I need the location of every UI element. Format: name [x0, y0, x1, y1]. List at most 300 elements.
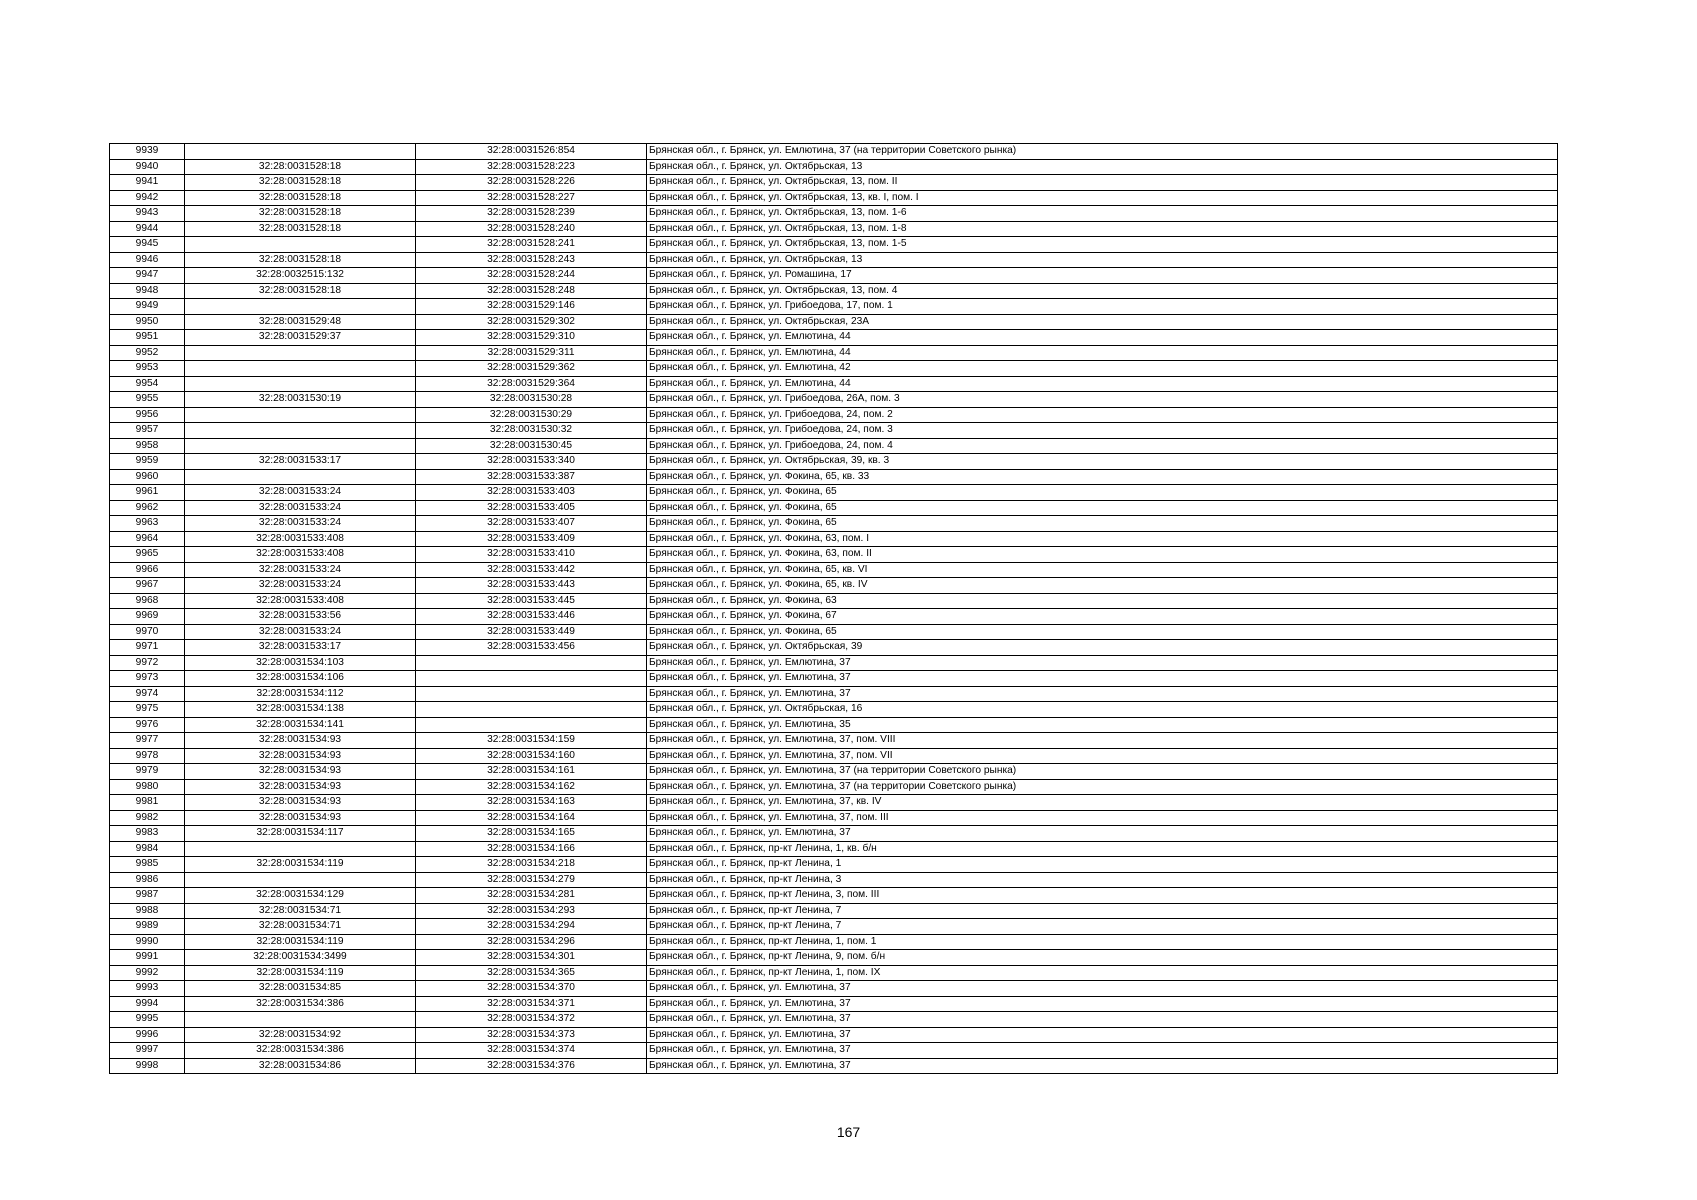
row-number-cell: 9958 [110, 438, 185, 454]
parent-cadastral-number-cell [185, 438, 416, 454]
row-number-cell: 9952 [110, 345, 185, 361]
cadastral-number-cell: 32:28:0031530:28 [416, 392, 647, 408]
row-number-cell: 9944 [110, 221, 185, 237]
address-cell: Брянская обл., г. Брянск, ул. Фокина, 63, пом. II [647, 547, 1558, 563]
parent-cadastral-number-cell [185, 237, 416, 253]
row-number-cell: 9964 [110, 531, 185, 547]
row-number-cell: 9940 [110, 159, 185, 175]
parent-cadastral-number-cell: 32:28:0031534:119 [185, 965, 416, 981]
row-number-cell: 9981 [110, 795, 185, 811]
row-number-cell: 9993 [110, 981, 185, 997]
address-cell: Брянская обл., г. Брянск, ул. Емлютина, 37 [647, 1012, 1558, 1028]
address-cell: Брянская обл., г. Брянск, ул. Емлютина, 37 [647, 1027, 1558, 1043]
cadastral-number-cell: 32:28:0031534:296 [416, 934, 647, 950]
parent-cadastral-number-cell [185, 872, 416, 888]
address-cell: Брянская обл., г. Брянск, ул. Ромашина, 17 [647, 268, 1558, 284]
table-row [110, 1043, 1558, 1059]
parent-cadastral-number-cell: 32:28:0031533:24 [185, 562, 416, 578]
row-number-cell: 9967 [110, 578, 185, 594]
cadastral-number-cell: 32:28:0031528:240 [416, 221, 647, 237]
parent-cadastral-number-cell: 32:28:0031533:17 [185, 454, 416, 470]
cadastral-number-cell [416, 655, 647, 671]
cadastral-number-cell: 32:28:0031534:294 [416, 919, 647, 935]
table-row [110, 717, 1558, 733]
address-cell: Брянская обл., г. Брянск, ул. Грибоедова, 26А, пом. 3 [647, 392, 1558, 408]
row-number-cell: 9960 [110, 469, 185, 485]
cadastral-number-cell: 32:28:0031529:362 [416, 361, 647, 377]
cadastral-number-cell [416, 702, 647, 718]
table-row [110, 1058, 1558, 1074]
table-row [110, 872, 1558, 888]
table-row [110, 159, 1558, 175]
row-number-cell: 9995 [110, 1012, 185, 1028]
cadastral-number-cell: 32:28:0031534:161 [416, 764, 647, 780]
cadastral-number-cell: 32:28:0031534:218 [416, 857, 647, 873]
row-number-cell: 9974 [110, 686, 185, 702]
row-number-cell: 9998 [110, 1058, 185, 1074]
address-cell: Брянская обл., г. Брянск, ул. Грибоедова, 17, пом. 1 [647, 299, 1558, 315]
address-cell: Брянская обл., г. Брянск, ул. Октябрьская, 13, пом. 4 [647, 283, 1558, 299]
address-cell: Брянская обл., г. Брянск, ул. Октябрьская, 13 [647, 159, 1558, 175]
row-number-cell: 9939 [110, 144, 185, 160]
row-number-cell: 9976 [110, 717, 185, 733]
cadastral-number-cell: 32:28:0031534:163 [416, 795, 647, 811]
parent-cadastral-number-cell: 32:28:0031533:17 [185, 640, 416, 656]
parent-cadastral-number-cell: 32:28:0032515:132 [185, 268, 416, 284]
parent-cadastral-number-cell: 32:28:0031528:18 [185, 206, 416, 222]
row-number-cell: 9980 [110, 779, 185, 795]
cadastral-number-cell [416, 717, 647, 733]
parent-cadastral-number-cell: 32:28:0031534:93 [185, 779, 416, 795]
address-cell: Брянская обл., г. Брянск, ул. Грибоедова, 24, пом. 3 [647, 423, 1558, 439]
cadastral-number-cell: 32:28:0031534:279 [416, 872, 647, 888]
table-row [110, 144, 1558, 160]
address-cell: Брянская обл., г. Брянск, ул. Фокина, 65 [647, 516, 1558, 532]
parent-cadastral-number-cell: 32:28:0031534:129 [185, 888, 416, 904]
row-number-cell: 9992 [110, 965, 185, 981]
table-row [110, 593, 1558, 609]
parent-cadastral-number-cell: 32:28:0031534:71 [185, 903, 416, 919]
table-row [110, 795, 1558, 811]
row-number-cell: 9966 [110, 562, 185, 578]
address-cell: Брянская обл., г. Брянск, ул. Емлютина, 37 [647, 1043, 1558, 1059]
row-number-cell: 9949 [110, 299, 185, 315]
parent-cadastral-number-cell: 32:28:0031534:93 [185, 733, 416, 749]
address-cell: Брянская обл., г. Брянск, пр-кт Ленина, 1, кв. б/н [647, 841, 1558, 857]
parent-cadastral-number-cell: 32:28:0031533:24 [185, 624, 416, 640]
row-number-cell: 9968 [110, 593, 185, 609]
parent-cadastral-number-cell: 32:28:0031534:138 [185, 702, 416, 718]
row-number-cell: 9961 [110, 485, 185, 501]
table-row [110, 485, 1558, 501]
address-cell: Брянская обл., г. Брянск, ул. Емлютина, 42 [647, 361, 1558, 377]
row-number-cell: 9979 [110, 764, 185, 780]
address-cell: Брянская обл., г. Брянск, пр-кт Ленина, 7 [647, 903, 1558, 919]
row-number-cell: 9943 [110, 206, 185, 222]
address-cell: Брянская обл., г. Брянск, пр-кт Ленина, 1, пом. IX [647, 965, 1558, 981]
cadastral-number-cell: 32:28:0031534:370 [416, 981, 647, 997]
table-row [110, 330, 1558, 346]
table-row [110, 779, 1558, 795]
table-row [110, 500, 1558, 516]
row-number-cell: 9971 [110, 640, 185, 656]
row-number-cell: 9942 [110, 190, 185, 206]
address-cell: Брянская обл., г. Брянск, ул. Грибоедова, 24, пом. 4 [647, 438, 1558, 454]
table-row [110, 950, 1558, 966]
address-cell: Брянская обл., г. Брянск, ул. Емлютина, 37, пом. III [647, 810, 1558, 826]
parent-cadastral-number-cell: 32:28:0031533:24 [185, 516, 416, 532]
address-cell: Брянская обл., г. Брянск, ул. Октябрьская, 23А [647, 314, 1558, 330]
parent-cadastral-number-cell: 32:28:0031534:386 [185, 1043, 416, 1059]
table-row [110, 531, 1558, 547]
table-row [110, 376, 1558, 392]
row-number-cell: 9991 [110, 950, 185, 966]
address-cell: Брянская обл., г. Брянск, ул. Октябрьская, 13, пом. II [647, 175, 1558, 191]
parent-cadastral-number-cell: 32:28:0031528:18 [185, 283, 416, 299]
row-number-cell: 9965 [110, 547, 185, 563]
cadastral-number-cell: 32:28:0031530:32 [416, 423, 647, 439]
table-row [110, 934, 1558, 950]
address-cell: Брянская обл., г. Брянск, ул. Фокина, 65, кв. IV [647, 578, 1558, 594]
cadastral-number-cell: 32:28:0031529:311 [416, 345, 647, 361]
row-number-cell: 9947 [110, 268, 185, 284]
address-cell: Брянская обл., г. Брянск, ул. Емлютина, 37 [647, 671, 1558, 687]
parent-cadastral-number-cell: 32:28:0031528:18 [185, 190, 416, 206]
table-row [110, 655, 1558, 671]
parent-cadastral-number-cell: 32:28:0031534:85 [185, 981, 416, 997]
cadastral-number-cell: 32:28:0031534:159 [416, 733, 647, 749]
row-number-cell: 9970 [110, 624, 185, 640]
address-cell: Брянская обл., г. Брянск, ул. Емлютина, 44 [647, 345, 1558, 361]
table-row [110, 609, 1558, 625]
table-row [110, 190, 1558, 206]
address-cell: Брянская обл., г. Брянск, пр-кт Ленина, 9, пом. б/н [647, 950, 1558, 966]
address-cell: Брянская обл., г. Брянск, ул. Емлютина, 37 [647, 981, 1558, 997]
table-row [110, 748, 1558, 764]
table-row [110, 423, 1558, 439]
cadastral-number-cell: 32:28:0031534:372 [416, 1012, 647, 1028]
parent-cadastral-number-cell [185, 841, 416, 857]
cadastral-number-cell: 32:28:0031528:248 [416, 283, 647, 299]
table-row [110, 826, 1558, 842]
cadastral-number-cell: 32:28:0031528:244 [416, 268, 647, 284]
parent-cadastral-number-cell [185, 469, 416, 485]
parent-cadastral-number-cell: 32:28:0031533:408 [185, 547, 416, 563]
table-row [110, 206, 1558, 222]
parent-cadastral-number-cell [185, 299, 416, 315]
row-number-cell: 9962 [110, 500, 185, 516]
address-cell: Брянская обл., г. Брянск, ул. Емлютина, 35 [647, 717, 1558, 733]
parent-cadastral-number-cell: 32:28:0031533:408 [185, 593, 416, 609]
cadastral-number-cell: 32:28:0031534:373 [416, 1027, 647, 1043]
table-row [110, 996, 1558, 1012]
address-cell: Брянская обл., г. Брянск, ул. Емлютина, 37, кв. IV [647, 795, 1558, 811]
address-cell: Брянская обл., г. Брянск, ул. Октябрьская, 13, пом. 1-5 [647, 237, 1558, 253]
table-row [110, 175, 1558, 191]
parent-cadastral-number-cell [185, 144, 416, 160]
cadastral-number-cell: 32:28:0031534:160 [416, 748, 647, 764]
row-number-cell: 9997 [110, 1043, 185, 1059]
address-cell: Брянская обл., г. Брянск, ул. Фокина, 65 [647, 500, 1558, 516]
address-cell: Брянская обл., г. Брянск, ул. Фокина, 67 [647, 609, 1558, 625]
parent-cadastral-number-cell: 32:28:0031528:18 [185, 159, 416, 175]
address-cell: Брянская обл., г. Брянск, ул. Емлютина, 37 [647, 826, 1558, 842]
table-row [110, 810, 1558, 826]
address-cell: Брянская обл., г. Брянск, ул. Октябрьская, 13 [647, 252, 1558, 268]
row-number-cell: 9972 [110, 655, 185, 671]
parent-cadastral-number-cell: 32:28:0031534:141 [185, 717, 416, 733]
table-row [110, 640, 1558, 656]
table-row [110, 547, 1558, 563]
row-number-cell: 9959 [110, 454, 185, 470]
row-number-cell: 9945 [110, 237, 185, 253]
cadastral-number-cell: 32:28:0031530:29 [416, 407, 647, 423]
address-cell: Брянская обл., г. Брянск, ул. Октябрьская, 39, кв. 3 [647, 454, 1558, 470]
cadastral-number-cell: 32:28:0031533:409 [416, 531, 647, 547]
cadastral-number-cell: 32:28:0031534:164 [416, 810, 647, 826]
table-row [110, 407, 1558, 423]
parent-cadastral-number-cell [185, 345, 416, 361]
cadastral-number-cell: 32:28:0031533:403 [416, 485, 647, 501]
parent-cadastral-number-cell [185, 361, 416, 377]
cadastral-number-cell: 32:28:0031533:449 [416, 624, 647, 640]
address-cell: Брянская обл., г. Брянск, пр-кт Ленина, 1, пом. 1 [647, 934, 1558, 950]
address-cell: Брянская обл., г. Брянск, ул. Емлютина, 44 [647, 376, 1558, 392]
cadastral-number-cell: 32:28:0031528:241 [416, 237, 647, 253]
row-number-cell: 9987 [110, 888, 185, 904]
row-number-cell: 9984 [110, 841, 185, 857]
cadastral-number-cell: 32:28:0031534:365 [416, 965, 647, 981]
parent-cadastral-number-cell: 32:28:0031533:24 [185, 485, 416, 501]
row-number-cell: 9986 [110, 872, 185, 888]
address-cell: Брянская обл., г. Брянск, ул. Октябрьская, 16 [647, 702, 1558, 718]
parent-cadastral-number-cell: 32:28:0031530:19 [185, 392, 416, 408]
cadastral-number-cell [416, 671, 647, 687]
address-cell: Брянская обл., г. Брянск, ул. Емлютина, 37 [647, 1058, 1558, 1074]
parent-cadastral-number-cell: 32:28:0031533:24 [185, 578, 416, 594]
parent-cadastral-number-cell: 32:28:0031534:92 [185, 1027, 416, 1043]
cadastral-number-cell: 32:28:0031533:410 [416, 547, 647, 563]
registry-table-body [110, 144, 1558, 1074]
address-cell: Брянская обл., г. Брянск, ул. Октябрьская, 13, пом. 1-6 [647, 206, 1558, 222]
address-cell: Брянская обл., г. Брянск, ул. Емлютина, 37 [647, 686, 1558, 702]
cadastral-number-cell: 32:28:0031533:442 [416, 562, 647, 578]
cadastral-number-cell: 32:28:0031534:376 [416, 1058, 647, 1074]
address-cell: Брянская обл., г. Брянск, ул. Грибоедова, 24, пом. 2 [647, 407, 1558, 423]
parent-cadastral-number-cell: 32:28:0031534:93 [185, 764, 416, 780]
parent-cadastral-number-cell: 32:28:0031534:117 [185, 826, 416, 842]
row-number-cell: 9951 [110, 330, 185, 346]
parent-cadastral-number-cell: 32:28:0031534:106 [185, 671, 416, 687]
row-number-cell: 9957 [110, 423, 185, 439]
parent-cadastral-number-cell: 32:28:0031534:119 [185, 857, 416, 873]
parent-cadastral-number-cell: 32:28:0031534:86 [185, 1058, 416, 1074]
table-row [110, 919, 1558, 935]
table-row [110, 624, 1558, 640]
parent-cadastral-number-cell: 32:28:0031534:71 [185, 919, 416, 935]
address-cell: Брянская обл., г. Брянск, ул. Емлютина, 37, пом. VII [647, 748, 1558, 764]
table-row [110, 283, 1558, 299]
cadastral-number-cell: 32:28:0031529:302 [416, 314, 647, 330]
cadastral-number-cell: 32:28:0031534:162 [416, 779, 647, 795]
cadastral-number-cell: 32:28:0031534:166 [416, 841, 647, 857]
address-cell: Брянская обл., г. Брянск, ул. Октябрьская, 13, пом. 1-8 [647, 221, 1558, 237]
table-row [110, 221, 1558, 237]
table-row [110, 1027, 1558, 1043]
parent-cadastral-number-cell [185, 1012, 416, 1028]
row-number-cell: 9973 [110, 671, 185, 687]
registry-table [109, 143, 1558, 1074]
table-row [110, 299, 1558, 315]
row-number-cell: 9948 [110, 283, 185, 299]
row-number-cell: 9989 [110, 919, 185, 935]
row-number-cell: 9978 [110, 748, 185, 764]
row-number-cell: 9975 [110, 702, 185, 718]
parent-cadastral-number-cell: 32:28:0031529:48 [185, 314, 416, 330]
cadastral-number-cell: 32:28:0031534:165 [416, 826, 647, 842]
row-number-cell: 9954 [110, 376, 185, 392]
table-row [110, 857, 1558, 873]
table-row [110, 888, 1558, 904]
cadastral-number-cell [416, 686, 647, 702]
table-row [110, 578, 1558, 594]
cadastral-number-cell: 32:28:0031533:340 [416, 454, 647, 470]
table-row [110, 702, 1558, 718]
address-cell: Брянская обл., г. Брянск, ул. Фокина, 65, кв. 33 [647, 469, 1558, 485]
cadastral-number-cell: 32:28:0031533:443 [416, 578, 647, 594]
parent-cadastral-number-cell: 32:28:0031528:18 [185, 221, 416, 237]
parent-cadastral-number-cell [185, 407, 416, 423]
row-number-cell: 9990 [110, 934, 185, 950]
address-cell: Брянская обл., г. Брянск, пр-кт Ленина, 3, пом. III [647, 888, 1558, 904]
address-cell: Брянская обл., г. Брянск, ул. Емлютина, 37 [647, 655, 1558, 671]
address-cell: Брянская обл., г. Брянск, ул. Фокина, 63 [647, 593, 1558, 609]
cadastral-number-cell: 32:28:0031530:45 [416, 438, 647, 454]
table-row [110, 454, 1558, 470]
table-row [110, 361, 1558, 377]
address-cell: Брянская обл., г. Брянск, ул. Фокина, 63, пом. I [647, 531, 1558, 547]
cadastral-number-cell: 32:28:0031528:243 [416, 252, 647, 268]
parent-cadastral-number-cell: 32:28:0031529:37 [185, 330, 416, 346]
row-number-cell: 9950 [110, 314, 185, 330]
table-row [110, 516, 1558, 532]
cadastral-number-cell: 32:28:0031534:281 [416, 888, 647, 904]
row-number-cell: 9985 [110, 857, 185, 873]
address-cell: Брянская обл., г. Брянск, ул. Октябрьская, 13, кв. I, пом. I [647, 190, 1558, 206]
address-cell: Брянская обл., г. Брянск, ул. Октябрьская, 39 [647, 640, 1558, 656]
address-cell: Брянская обл., г. Брянск, пр-кт Ленина, 3 [647, 872, 1558, 888]
cadastral-number-cell: 32:28:0031529:310 [416, 330, 647, 346]
cadastral-number-cell: 32:28:0031533:445 [416, 593, 647, 609]
address-cell: Брянская обл., г. Брянск, ул. Фокина, 65 [647, 624, 1558, 640]
row-number-cell: 9953 [110, 361, 185, 377]
cadastral-number-cell: 32:28:0031533:387 [416, 469, 647, 485]
parent-cadastral-number-cell: 32:28:0031534:3499 [185, 950, 416, 966]
cadastral-number-cell: 32:28:0031528:227 [416, 190, 647, 206]
table-row [110, 733, 1558, 749]
address-cell: Брянская обл., г. Брянск, пр-кт Ленина, 7 [647, 919, 1558, 935]
row-number-cell: 9955 [110, 392, 185, 408]
row-number-cell: 9956 [110, 407, 185, 423]
cadastral-number-cell: 32:28:0031529:146 [416, 299, 647, 315]
cadastral-number-cell: 32:28:0031533:405 [416, 500, 647, 516]
row-number-cell: 9963 [110, 516, 185, 532]
cadastral-number-cell: 32:28:0031533:456 [416, 640, 647, 656]
table-row [110, 981, 1558, 997]
table-row [110, 345, 1558, 361]
address-cell: Брянская обл., г. Брянск, ул. Фокина, 65 [647, 485, 1558, 501]
row-number-cell: 9994 [110, 996, 185, 1012]
parent-cadastral-number-cell: 32:28:0031528:18 [185, 252, 416, 268]
cadastral-number-cell: 32:28:0031528:223 [416, 159, 647, 175]
cadastral-number-cell: 32:28:0031533:446 [416, 609, 647, 625]
table-row [110, 392, 1558, 408]
address-cell: Брянская обл., г. Брянск, пр-кт Ленина, 1 [647, 857, 1558, 873]
cadastral-number-cell: 32:28:0031534:374 [416, 1043, 647, 1059]
table-row [110, 841, 1558, 857]
cadastral-number-cell: 32:28:0031534:371 [416, 996, 647, 1012]
parent-cadastral-number-cell: 32:28:0031534:93 [185, 795, 416, 811]
table-row [110, 686, 1558, 702]
address-cell: Брянская обл., г. Брянск, ул. Емлютина, 37 (на территории Советского рынка) [647, 764, 1558, 780]
parent-cadastral-number-cell: 32:28:0031534:386 [185, 996, 416, 1012]
parent-cadastral-number-cell: 32:28:0031534:112 [185, 686, 416, 702]
table-row [110, 562, 1558, 578]
table-row [110, 438, 1558, 454]
table-row [110, 764, 1558, 780]
cadastral-number-cell: 32:28:0031534:301 [416, 950, 647, 966]
parent-cadastral-number-cell: 32:28:0031533:24 [185, 500, 416, 516]
address-cell: Брянская обл., г. Брянск, ул. Емлютина, 37 (на территории Советского рынка) [647, 779, 1558, 795]
parent-cadastral-number-cell: 32:28:0031533:56 [185, 609, 416, 625]
table-row [110, 252, 1558, 268]
cadastral-number-cell: 32:28:0031526:854 [416, 144, 647, 160]
address-cell: Брянская обл., г. Брянск, ул. Емлютина, 37 [647, 996, 1558, 1012]
cadastral-number-cell: 32:28:0031529:364 [416, 376, 647, 392]
row-number-cell: 9988 [110, 903, 185, 919]
parent-cadastral-number-cell: 32:28:0031528:18 [185, 175, 416, 191]
parent-cadastral-number-cell [185, 423, 416, 439]
row-number-cell: 9977 [110, 733, 185, 749]
address-cell: Брянская обл., г. Брянск, ул. Емлютина, 37, пом. VIII [647, 733, 1558, 749]
parent-cadastral-number-cell: 32:28:0031534:93 [185, 810, 416, 826]
row-number-cell: 9941 [110, 175, 185, 191]
cadastral-number-cell: 32:28:0031533:407 [416, 516, 647, 532]
table-row [110, 903, 1558, 919]
table-row [110, 314, 1558, 330]
table-row [110, 1012, 1558, 1028]
row-number-cell: 9946 [110, 252, 185, 268]
address-cell: Брянская обл., г. Брянск, ул. Емлютина, 44 [647, 330, 1558, 346]
row-number-cell: 9983 [110, 826, 185, 842]
table-row [110, 237, 1558, 253]
row-number-cell: 9969 [110, 609, 185, 625]
parent-cadastral-number-cell: 32:28:0031534:93 [185, 748, 416, 764]
table-row [110, 965, 1558, 981]
address-cell: Брянская обл., г. Брянск, ул. Емлютина, 37 (на территории Советского рынка) [647, 144, 1558, 160]
parent-cadastral-number-cell: 32:28:0031534:119 [185, 934, 416, 950]
parent-cadastral-number-cell: 32:28:0031533:408 [185, 531, 416, 547]
cadastral-number-cell: 32:28:0031528:239 [416, 206, 647, 222]
row-number-cell: 9982 [110, 810, 185, 826]
table-row [110, 671, 1558, 687]
row-number-cell: 9996 [110, 1027, 185, 1043]
cadastral-number-cell: 32:28:0031528:226 [416, 175, 647, 191]
address-cell: Брянская обл., г. Брянск, ул. Фокина, 65, кв. VI [647, 562, 1558, 578]
table-row [110, 469, 1558, 485]
parent-cadastral-number-cell: 32:28:0031534:103 [185, 655, 416, 671]
parent-cadastral-number-cell [185, 376, 416, 392]
